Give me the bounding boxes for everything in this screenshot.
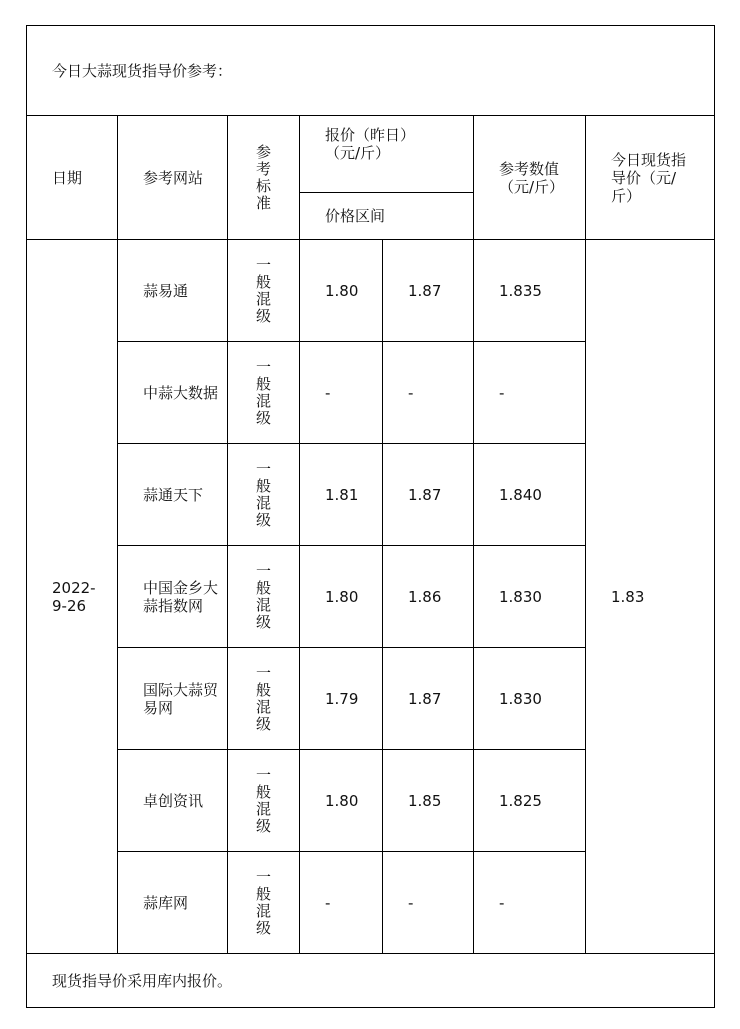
high-cell: 1.86 (383, 546, 474, 648)
site-cell: 中蒜大数据 (118, 342, 228, 444)
high-cell: - (383, 852, 474, 954)
price-table (26, 25, 715, 1008)
standard-cell: 一般混级 (228, 648, 300, 750)
ref-cell: - (474, 852, 586, 954)
header-today-price: 今日现货指导价（元/斤） (586, 116, 715, 240)
high-cell: 1.87 (383, 648, 474, 750)
low-cell: - (300, 342, 383, 444)
site-cell: 蒜易通 (118, 240, 228, 342)
standard-cell: 一般混级 (228, 852, 300, 954)
high-cell: - (383, 342, 474, 444)
standard-cell: 一般混级 (228, 444, 300, 546)
standard-cell: 一般混级 (228, 342, 300, 444)
standard-cell: 一般混级 (228, 240, 300, 342)
header-date: 日期 (27, 116, 118, 240)
low-cell: 1.80 (300, 750, 383, 852)
low-cell: 1.79 (300, 648, 383, 750)
site-cell: 中国金乡大蒜指数网 (118, 546, 228, 648)
high-cell: 1.87 (383, 444, 474, 546)
today-value-cell: 1.83 (586, 240, 715, 954)
header-range: 价格区间 (300, 193, 474, 240)
ref-cell: 1.830 (474, 546, 586, 648)
ref-cell: 1.825 (474, 750, 586, 852)
header-standard: 参考标准 (228, 116, 300, 240)
standard-cell: 一般混级 (228, 546, 300, 648)
header-ref-value: 参考数值（元/斤） (474, 116, 586, 240)
ref-cell: 1.830 (474, 648, 586, 750)
site-cell: 卓创资讯 (118, 750, 228, 852)
high-cell: 1.85 (383, 750, 474, 852)
low-cell: 1.80 (300, 240, 383, 342)
table-title: 今日大蒜现货指导价参考： (27, 26, 715, 116)
table-row (27, 240, 715, 342)
low-cell: 1.80 (300, 546, 383, 648)
low-cell: - (300, 852, 383, 954)
date-cell: 2022-9-26 (27, 240, 118, 954)
low-cell: 1.81 (300, 444, 383, 546)
site-cell: 蒜通天下 (118, 444, 228, 546)
header-site: 参考网站 (118, 116, 228, 240)
standard-cell: 一般混级 (228, 750, 300, 852)
ref-cell: 1.835 (474, 240, 586, 342)
site-cell: 国际大蒜贸易网 (118, 648, 228, 750)
ref-cell: - (474, 342, 586, 444)
high-cell: 1.87 (383, 240, 474, 342)
ref-cell: 1.840 (474, 444, 586, 546)
table-note: 现货指导价采用库内报价。 (27, 954, 715, 1008)
site-cell: 蒜库网 (118, 852, 228, 954)
header-quote: 报价（昨日）（元/斤） (300, 116, 474, 193)
